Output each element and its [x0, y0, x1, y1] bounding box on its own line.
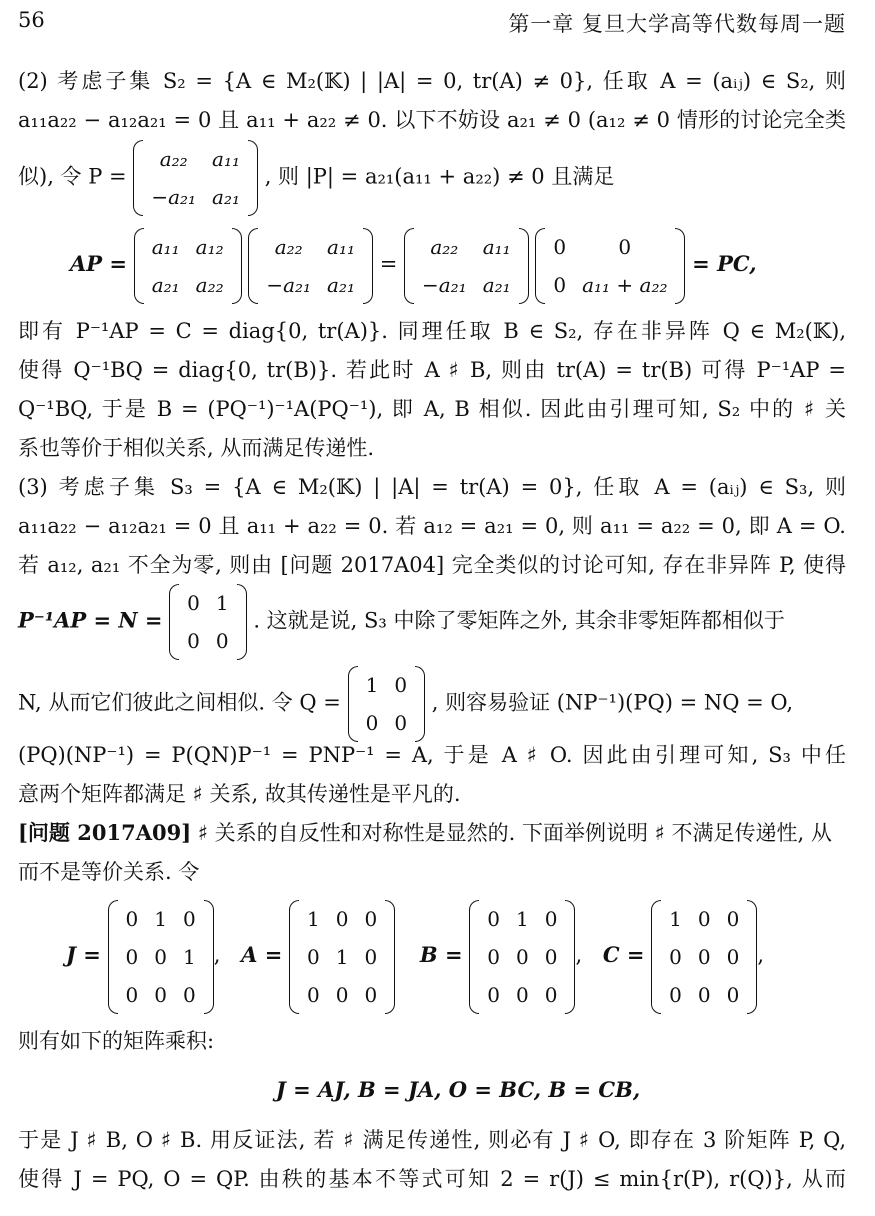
label-J: J =: [66, 942, 101, 967]
matrix-cell: a₂₁: [151, 272, 180, 297]
p3-line-1: (3) 考虑子集 S₃ = {A ∈ M₂(𝕂) | |A| = tr(A) = 0}, 任取 A = (aᵢⱼ) ∈ S₃, 则: [18, 475, 846, 499]
matrix-cell: 1: [515, 906, 529, 931]
matrix-cell: a₁₂: [195, 234, 224, 259]
p2-line-3: [18, 140, 846, 212]
p2-line-1: (2) 考虑子集 S₂ = {A ∈ M₂(𝕂) | |A| = 0, tr(A) ≠ 0}, 任取 A = (aᵢⱼ) ∈ S₂, 则: [18, 69, 846, 93]
display-equation-AP: [70, 222, 830, 306]
problem-line-1: [18, 818, 846, 848]
p3-line-4a: P⁻¹AP = N =: [18, 607, 163, 633]
matrix-cell: 0: [697, 944, 711, 969]
matrix-C: [535, 228, 685, 304]
matrix-C3: [651, 900, 757, 1014]
matrix-cell: 0: [697, 906, 711, 931]
matrix-cell: a₂₂: [274, 234, 303, 259]
matrix-cell: 1: [154, 906, 167, 931]
page-header: [18, 6, 846, 40]
separator: ,: [575, 943, 583, 967]
p3-line-4: [18, 584, 846, 656]
matrix-cell: 1: [335, 944, 349, 969]
matrix-cell: 0: [394, 711, 408, 735]
p2-line-2: a₁₁a₂₂ − a₁₂a₂₁ = 0 且 a₁₁ + a₂₂ ≠ 0. 以下不妨设 a₂₁ ≠ 0 (a₁₂ ≠ 0 情形的讨论完全类: [18, 108, 846, 132]
matrix-cell: a₁₁ + a₂₂: [582, 272, 668, 297]
matrix-cell: 0: [307, 944, 320, 969]
matrix-P: [133, 140, 258, 216]
problem-line-5: 使得 J = PQ, O = QP. 由秩的基本不等式可知 2 = r(J) ≤ min{r(P), r(Q)}, 从而: [18, 1167, 846, 1191]
p3-line-6: (PQ)(NP⁻¹) = P(QN)P⁻¹ = PNP⁻¹ = A, 于是 A ♯ O. 因此由引理可知, S₃ 中任: [18, 743, 846, 767]
matrix-cell: a₂₁: [212, 185, 240, 209]
matrix-cell: 0: [394, 673, 408, 697]
page-number: 56: [18, 8, 45, 32]
p3-line-5: [18, 666, 846, 738]
matrix-cell: 0: [154, 982, 167, 1007]
matrix-cell: 0: [726, 944, 740, 969]
matrix-N: [169, 584, 246, 660]
problem-line-4: 于是 J ♯ B, O ♯ B. 用反证法, 若 ♯ 满足传递性, 则必有 J ♯ O, 即存在 3 阶矩阵 P, Q,: [18, 1128, 846, 1152]
matrix-cell: a₁₁: [482, 234, 511, 259]
matrix-cell: 0: [553, 234, 567, 259]
matrix-cell: 0: [515, 944, 529, 969]
matrix-cell: 0: [335, 906, 349, 931]
matrix-cell: 0: [544, 944, 558, 969]
label-C: C =: [602, 942, 645, 967]
eq-lhs: AP =: [70, 251, 127, 276]
matrix-cell: 1: [307, 906, 320, 931]
matrix-cell: a₂₁: [482, 272, 511, 297]
matrix-cell: a₂₂: [159, 147, 188, 171]
matrix-cell: 0: [364, 906, 378, 931]
matrix-cell: a₁₁: [151, 234, 180, 259]
matrix-cell: 0: [154, 944, 167, 969]
matrix-cell: 1: [669, 906, 682, 931]
matrix-cell: 0: [364, 944, 378, 969]
p2-line-4: 即有 P⁻¹AP = C = diag{0, tr(A)}. 同理任取 B ∈ S₂, 存在非异阵 Q ∈ M₂(𝕂),: [18, 319, 846, 343]
matrix-cell: a₁₁: [327, 234, 355, 259]
p3-line-3: 若 a₁₂, a₂₁ 不全为零, 则由 [问题 2017A04] 完全类似的讨论可知, 存在非异阵 P, 使得: [18, 553, 846, 577]
matrix-P-right: [248, 228, 373, 304]
matrix-cell: a₂₁: [327, 272, 355, 297]
matrix-cell: 1: [215, 591, 229, 615]
p3-line-4b: . 这就是说, S₃ 中除了零矩阵之外, 其余非零矩阵都相似于: [253, 608, 785, 633]
matrix-cell: 0: [487, 906, 500, 931]
matrix-cell: 0: [726, 982, 740, 1007]
matrix-cell: 0: [669, 944, 682, 969]
problem-line-2: 而不是等价关系. 令: [18, 860, 200, 884]
matrix-B3: [469, 900, 575, 1014]
p2-line-3a: 似), 令 P =: [18, 164, 127, 189]
matrix-cell: 0: [215, 629, 229, 653]
matrix-cell: 0: [307, 982, 320, 1007]
matrix-cell: 0: [364, 982, 378, 1007]
matrix-cell: 0: [669, 982, 682, 1007]
matrix-cell: 0: [187, 629, 200, 653]
matrix-cell: a₂₂: [430, 234, 459, 259]
p2-line-3b: , 则 |P| = a₂₁(a₁₁ + a₂₂) ≠ 0 且满足: [264, 164, 615, 189]
p3-line-7: 意两个矩阵都满足 ♯ 关系, 故其传递性是平凡的.: [18, 782, 461, 806]
matrix-J: [108, 900, 214, 1014]
matrix-cell: 0: [125, 982, 139, 1007]
matrix-cell: 0: [697, 982, 711, 1007]
separator: ,: [757, 943, 765, 967]
problem-line-1-text: ♯ 关系的自反性和对称性是显然的. 下面举例说明 ♯ 不满足传递性, 从: [191, 821, 832, 845]
matrix-cell: 0: [125, 906, 139, 931]
eq-rhs: = PC,: [692, 251, 757, 276]
p3-line-2: a₁₁a₂₂ − a₁₂a₂₁ = 0 且 a₁₁ + a₂₂ = 0. 若 a₁₂ = a₂₁ = 0, 则 a₁₁ = a₂₂ = 0, 即 A = O.: [18, 514, 846, 538]
matrix-cell: 0: [365, 711, 379, 735]
matrix-cell: 0: [515, 982, 529, 1007]
matrix-cell: 0: [183, 982, 196, 1007]
matrix-cell: 1: [183, 944, 196, 969]
p3-line-5a: N, 从而它们彼此之间相似. 令 Q =: [18, 690, 341, 715]
matrix-cell: 0: [618, 234, 632, 259]
display-matrices-JABC: [66, 893, 836, 1017]
matrix-cell: 0: [487, 982, 500, 1007]
matrix-cell: 1: [365, 673, 379, 697]
matrix-cell: 0: [726, 906, 740, 931]
matrix-products: J = AJ, B = JA, O = BC, B = CB,: [275, 1077, 641, 1102]
matrix-cell: 0: [544, 906, 558, 931]
label-B: B =: [419, 942, 463, 967]
matrix-cell: 0: [183, 906, 196, 931]
page: [18, 0, 846, 1216]
p2-line-6: Q⁻¹BQ, 于是 B = (PQ⁻¹)⁻¹A(PQ⁻¹), 即 A, B 相似. 因此由引理可知, S₂ 中的 ♯ 关: [18, 397, 846, 421]
matrix-Q: [348, 666, 425, 742]
p2-line-5: 使得 Q⁻¹BQ = diag{0, tr(B)}. 若此时 A ♯ B, 则由 tr(A) = tr(B) 可得 P⁻¹AP =: [18, 358, 846, 382]
matrix-cell: 0: [544, 982, 558, 1007]
problem-line-3: 则有如下的矩阵乘积:: [18, 1029, 215, 1053]
label-A: A =: [241, 942, 283, 967]
matrix-cell: −a₂₁: [266, 272, 312, 297]
running-title: 第一章 复旦大学高等代数每周一题: [508, 12, 846, 36]
matrix-P-left: [404, 228, 529, 304]
matrix-A: [134, 228, 242, 304]
p3-line-5b: , 则容易验证 (NP⁻¹)(PQ) = NQ = O,: [431, 690, 794, 715]
matrix-cell: a₂₂: [195, 272, 224, 297]
matrix-cell: 0: [187, 591, 200, 615]
matrix-cell: 0: [335, 982, 349, 1007]
separator: ,: [213, 943, 221, 967]
matrix-cell: 0: [125, 944, 139, 969]
matrix-cell: 0: [553, 272, 567, 297]
matrix-cell: a₁₁: [212, 147, 240, 171]
matrix-cell: 0: [487, 944, 500, 969]
problem-label: [问题 2017A09]: [18, 820, 192, 845]
p2-line-7: 系也等价于相似关系, 从而满足传递性.: [18, 436, 375, 460]
matrix-A3: [289, 900, 395, 1014]
matrix-cell: −a₂₁: [421, 272, 467, 297]
eq-equals: =: [379, 252, 398, 276]
matrix-cell: −a₂₁: [151, 185, 197, 209]
